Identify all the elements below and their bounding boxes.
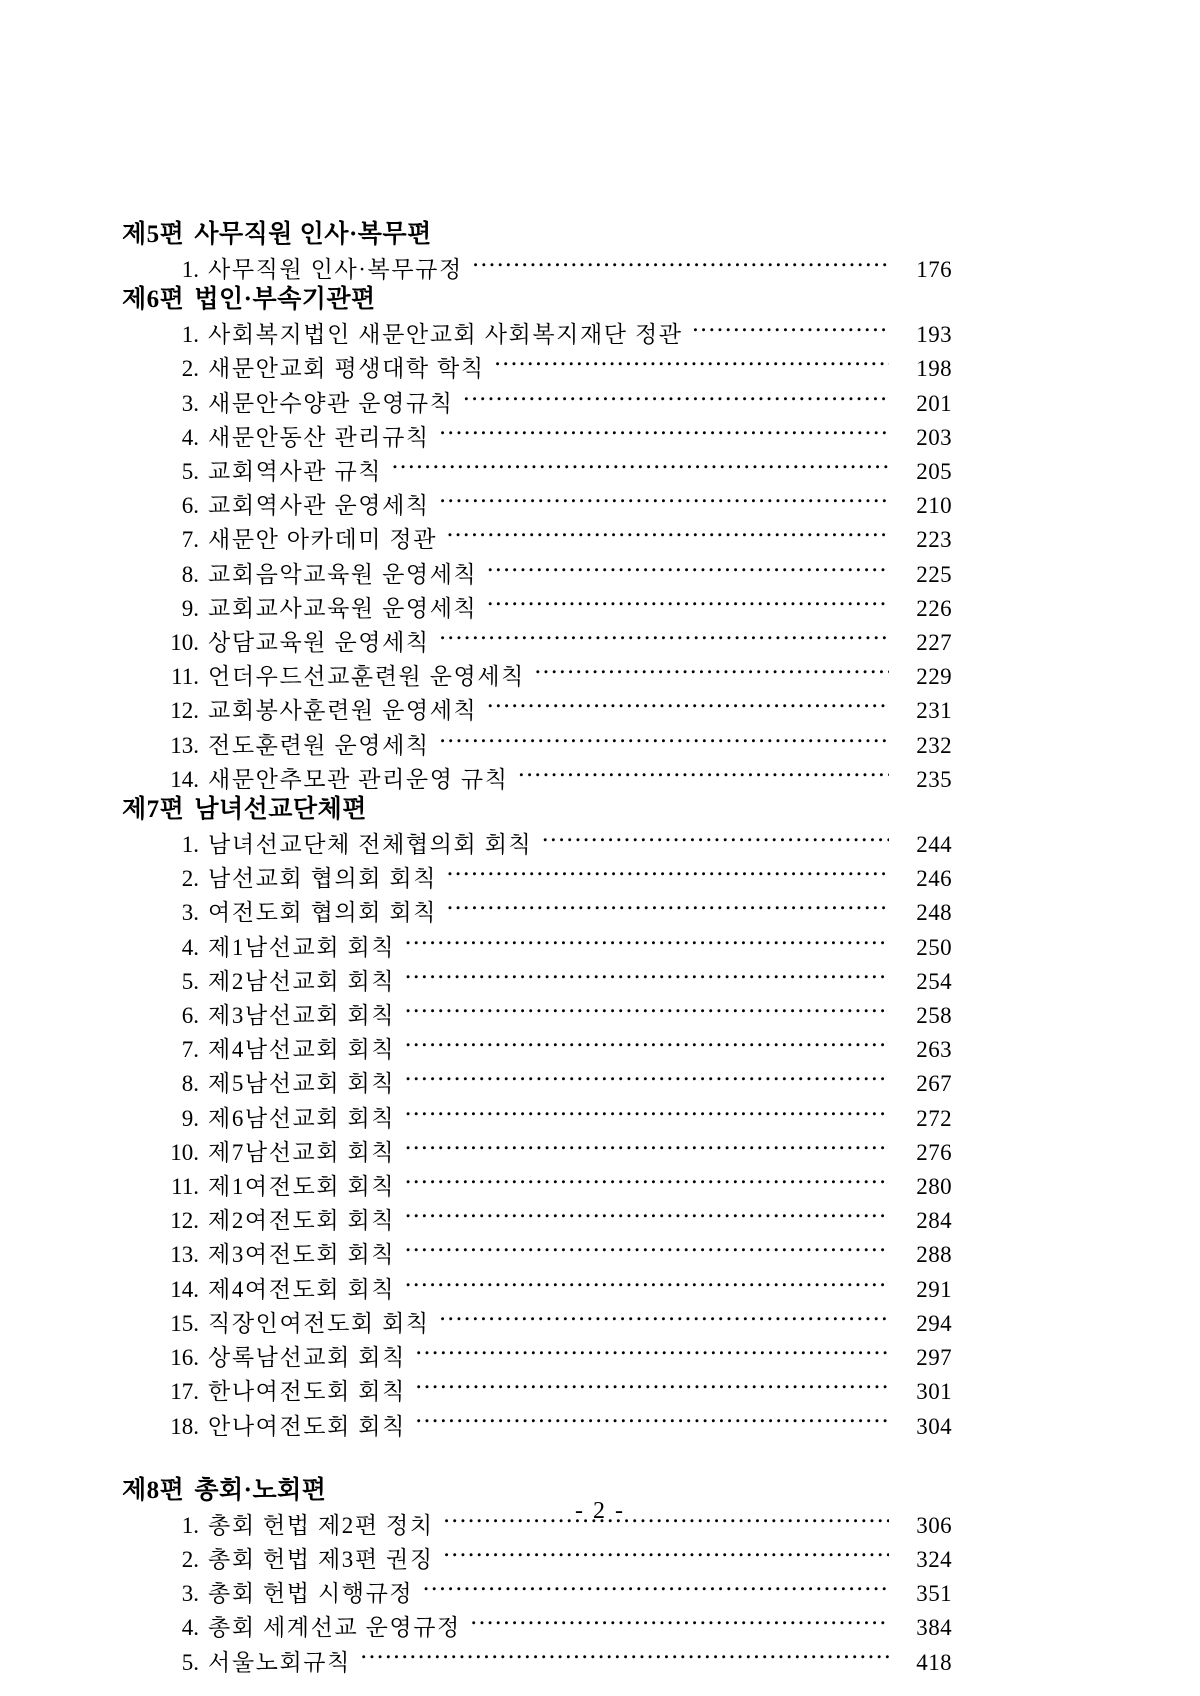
toc-entry[interactable] xyxy=(122,965,952,999)
toc-leader-dots xyxy=(439,1308,889,1331)
toc-entry-page-number: 248 xyxy=(916,900,952,926)
toc-entry-title: 교회교사교육원 운영세칙 xyxy=(208,595,478,621)
part-number: 제5편 xyxy=(122,221,185,248)
toc-entry-number: 10. xyxy=(170,630,199,656)
toc-entry-page-number: 246 xyxy=(916,866,952,892)
toc-part xyxy=(122,222,952,287)
toc-entry[interactable] xyxy=(122,729,952,763)
toc-entry-title: 교회음악교육원 운영세칙 xyxy=(208,561,478,587)
toc-entry-number: 2. xyxy=(181,1546,199,1572)
toc-entry-number: 9. xyxy=(181,595,199,621)
toc-entry-page-number: 294 xyxy=(916,1310,952,1336)
toc-entry-page-number: 297 xyxy=(916,1345,952,1371)
toc-entry[interactable] xyxy=(122,1646,952,1680)
toc-leader-dots xyxy=(692,319,889,342)
toc-entry-page-number: 176 xyxy=(916,257,952,282)
toc-entry-title: 제2남선교회 회칙 xyxy=(208,968,396,994)
toc-entry-title: 남녀선교단체 전체협의회 회칙 xyxy=(208,832,533,858)
toc-entry[interactable] xyxy=(122,999,952,1033)
toc-entry-number: 9. xyxy=(181,1105,199,1131)
toc-entry-page-number: 205 xyxy=(916,459,952,485)
toc-entry[interactable] xyxy=(122,318,952,352)
toc-entry-title: 사무직원 인사·복무규정 xyxy=(208,257,463,282)
toc-entry[interactable] xyxy=(122,523,952,557)
toc-entry-number: 10. xyxy=(170,1139,199,1165)
toc-entry-page-number: 267 xyxy=(916,1071,952,1097)
toc-entry[interactable] xyxy=(122,1170,952,1204)
toc-entry-title: 남선교회 협의회 회칙 xyxy=(208,866,438,892)
toc-entry-page-number: 301 xyxy=(916,1379,952,1405)
toc-leader-dots xyxy=(404,1137,889,1160)
toc-entry-number: 15. xyxy=(170,1310,199,1336)
toc-leader-dots xyxy=(446,863,889,886)
toc-entry-number: 7. xyxy=(181,527,199,553)
toc-part xyxy=(122,797,952,1444)
toc-entry-page-number: 244 xyxy=(916,832,952,858)
toc-entry-number: 1. xyxy=(181,322,199,348)
toc-entry-title: 상담교육원 운영세칙 xyxy=(208,630,430,656)
toc-entry-page-number: 304 xyxy=(916,1413,952,1439)
toc-entry-page-number: 384 xyxy=(916,1615,952,1641)
toc-entry-page-number: 306 xyxy=(916,1512,952,1538)
toc-entry-page-number: 351 xyxy=(916,1581,952,1607)
toc-entry-title: 총회 세계선교 운영규정 xyxy=(208,1615,461,1641)
toc-entry[interactable] xyxy=(122,694,952,728)
toc-entry-title: 제4남선교회 회칙 xyxy=(208,1037,396,1063)
toc-entry-number: 12. xyxy=(170,698,199,724)
toc-leader-dots xyxy=(518,764,889,787)
toc-entry-title: 한나여전도회 회칙 xyxy=(208,1379,406,1405)
toc-entry-page-number: 263 xyxy=(916,1037,952,1063)
toc-leader-dots xyxy=(534,661,889,684)
toc-entry-number: 13. xyxy=(170,1242,199,1268)
toc-leader-dots xyxy=(404,1239,889,1262)
toc-leader-dots xyxy=(415,1342,889,1365)
toc-entry-title: 안나여전도회 회칙 xyxy=(208,1413,406,1439)
toc-entry[interactable] xyxy=(122,1307,952,1341)
toc-entry-title: 상록남선교회 회칙 xyxy=(208,1345,406,1371)
toc-entry-title: 제7남선교회 회칙 xyxy=(208,1139,396,1165)
toc-entry-title: 새문안교회 평생대학 학칙 xyxy=(208,356,485,382)
toc-entry-title: 언더우드선교훈련원 운영세칙 xyxy=(208,664,525,690)
toc-entry-title: 교회역사관 규칙 xyxy=(208,459,383,485)
toc-entry-title: 사회복지법인 새문안교회 사회복지재단 정관 xyxy=(208,322,683,348)
toc-entry-title: 제5남선교회 회칙 xyxy=(208,1071,396,1097)
toc-leader-dots xyxy=(439,490,889,513)
toc-entry-title: 교회역사관 운영세칙 xyxy=(208,493,430,519)
toc-leader-dots xyxy=(443,1544,889,1567)
toc-leader-dots xyxy=(404,1068,889,1091)
toc-entry-page-number: 235 xyxy=(916,766,952,792)
toc-entry[interactable] xyxy=(122,1577,952,1611)
toc-entry-number: 4. xyxy=(181,424,199,450)
toc-entry-number: 3. xyxy=(181,900,199,926)
toc-entry-number: 2. xyxy=(181,356,199,382)
toc-entry-title: 제2여전도회 회칙 xyxy=(208,1208,396,1234)
toc-entry-list xyxy=(122,253,952,287)
toc-entry-list xyxy=(122,318,952,797)
toc-entry-page-number: 291 xyxy=(916,1276,952,1302)
part-title: 법인·부속기관편 xyxy=(194,286,376,314)
toc-entry-page-number: 276 xyxy=(916,1139,952,1165)
toc-leader-dots xyxy=(494,353,889,376)
toc-entry-number: 4. xyxy=(181,934,199,960)
toc-entry-title: 제3여전도회 회칙 xyxy=(208,1242,396,1268)
toc-entry-page-number: 250 xyxy=(916,934,952,960)
toc-entry-number: 1. xyxy=(181,832,199,858)
toc-entry-title: 여전도회 협의회 회칙 xyxy=(208,900,438,926)
toc-leader-dots xyxy=(439,730,889,753)
part-title: 사무직원 인사·복무편 xyxy=(194,221,432,248)
toc-entry-page-number: 288 xyxy=(916,1242,952,1268)
toc-entry-title: 서울노회규칙 xyxy=(208,1649,351,1675)
toc-leader-dots xyxy=(404,1171,889,1194)
toc-entry-page-number: 232 xyxy=(916,732,952,758)
toc-entry-page-number: 258 xyxy=(916,1003,952,1029)
toc-entry-number: 17. xyxy=(170,1379,199,1405)
toc-leader-dots xyxy=(486,593,889,616)
toc-leader-dots xyxy=(404,1034,889,1057)
toc-entry-title: 총회 헌법 제2편 정치 xyxy=(208,1512,434,1538)
toc-leader-dots xyxy=(404,1205,889,1228)
toc-entry-page-number: 203 xyxy=(916,424,952,450)
toc-leader-dots xyxy=(470,1612,889,1635)
toc-entry[interactable] xyxy=(122,1238,952,1272)
toc-entry[interactable] xyxy=(122,660,952,694)
toc-entry-number: 5. xyxy=(181,968,199,994)
toc-entry-title: 제6남선교회 회칙 xyxy=(208,1105,396,1131)
toc-entry[interactable] xyxy=(122,1410,952,1444)
toc-leader-dots xyxy=(486,695,889,718)
toc-leader-dots xyxy=(415,1411,889,1434)
part-heading xyxy=(122,222,952,247)
toc-entry-title: 총회 헌법 제3편 권징 xyxy=(208,1546,434,1572)
toc-entry[interactable] xyxy=(122,1375,952,1409)
page-footer: - 2 - xyxy=(575,1498,625,1524)
toc-entry[interactable] xyxy=(122,828,952,862)
toc-entry-page-number: 324 xyxy=(916,1546,952,1572)
toc-entry-title: 새문안 아카데미 정관 xyxy=(208,527,438,553)
toc-entry[interactable] xyxy=(122,862,952,896)
toc-leader-dots xyxy=(541,829,889,852)
toc-entry-number: 5. xyxy=(181,1649,199,1675)
toc-leader-dots xyxy=(486,559,889,582)
part-heading xyxy=(122,797,952,822)
toc-entry-number: 1. xyxy=(181,1512,199,1538)
toc-entry-number: 4. xyxy=(181,1615,199,1641)
toc-entry-number: 3. xyxy=(181,390,199,416)
part-number: 제8편 xyxy=(122,1476,185,1504)
toc-leader-dots xyxy=(360,1647,889,1670)
toc-entry[interactable] xyxy=(122,1543,952,1577)
toc-leader-dots xyxy=(404,966,889,989)
toc-entry-number: 2. xyxy=(181,866,199,892)
toc-entry[interactable] xyxy=(122,931,952,965)
toc-entry[interactable] xyxy=(122,1067,952,1101)
toc-entry[interactable] xyxy=(122,1611,952,1645)
toc-entry[interactable] xyxy=(122,253,952,287)
toc-leader-dots xyxy=(446,897,889,920)
toc-entry[interactable] xyxy=(122,1102,952,1136)
toc-leader-dots xyxy=(404,1103,889,1126)
toc-entry[interactable] xyxy=(122,558,952,592)
toc-entry-page-number: 284 xyxy=(916,1208,952,1234)
toc-entry-page-number: 231 xyxy=(916,698,952,724)
toc-entry[interactable] xyxy=(122,763,952,797)
toc-entry-page-number: 201 xyxy=(916,390,952,416)
toc-entry[interactable] xyxy=(122,1033,952,1067)
toc-entry-number: 7. xyxy=(181,1037,199,1063)
toc-entry-number: 16. xyxy=(170,1345,199,1371)
toc-entry-number: 11. xyxy=(171,664,199,690)
part-number: 제6편 xyxy=(122,286,185,314)
part-title: 총회·노회편 xyxy=(194,1476,327,1504)
toc-entry-list xyxy=(122,1509,952,1680)
toc-leader-dots xyxy=(422,1578,889,1601)
toc-entry-title: 교회봉사훈련원 운영세칙 xyxy=(208,698,478,724)
toc-entry-page-number: 223 xyxy=(916,527,952,553)
toc-entry[interactable] xyxy=(122,1273,952,1307)
toc-entry-number: 6. xyxy=(181,493,199,519)
toc-leader-dots xyxy=(446,524,889,547)
toc-entry-title: 전도훈련원 운영세칙 xyxy=(208,732,430,758)
toc-entry[interactable] xyxy=(122,1204,952,1238)
toc-entry-title: 직장인여전도회 회칙 xyxy=(208,1310,430,1336)
toc-entry-number: 14. xyxy=(170,1276,199,1302)
toc-entry-number: 1. xyxy=(181,257,199,282)
toc-entry[interactable] xyxy=(122,896,952,930)
toc-entry-page-number: 280 xyxy=(916,1174,952,1200)
toc-entry-title: 총회 헌법 시행규정 xyxy=(208,1581,414,1607)
toc-entry-title: 새문안수양관 운영규칙 xyxy=(208,390,454,416)
toc-entry[interactable] xyxy=(122,352,952,386)
toc-entry-number: 14. xyxy=(170,766,199,792)
toc-leader-dots xyxy=(439,627,889,650)
toc-entry[interactable] xyxy=(122,455,952,489)
toc-entry[interactable] xyxy=(122,421,952,455)
toc-leader-dots xyxy=(463,388,889,411)
toc-entry-number: 11. xyxy=(171,1174,199,1200)
toc-leader-dots xyxy=(472,254,889,277)
toc-entry-list xyxy=(122,828,952,1444)
toc-leader-dots xyxy=(391,456,889,479)
toc-entry-title: 제1남선교회 회칙 xyxy=(208,934,396,960)
toc-entry-page-number: 227 xyxy=(916,630,952,656)
toc-entry-title: 새문안동산 관리규칙 xyxy=(208,424,430,450)
toc-entry-title: 제3남선교회 회칙 xyxy=(208,1003,396,1029)
toc-entry-number: 12. xyxy=(170,1208,199,1234)
toc-entry[interactable] xyxy=(122,387,952,421)
toc-entry-page-number: 418 xyxy=(916,1649,952,1675)
toc-leader-dots xyxy=(404,1274,889,1297)
toc-leader-dots xyxy=(404,932,889,955)
toc-entry-page-number: 226 xyxy=(916,595,952,621)
toc-entry-number: 18. xyxy=(170,1413,199,1439)
toc-entry[interactable] xyxy=(122,626,952,660)
toc-entry-number: 8. xyxy=(181,1071,199,1097)
toc-entry-page-number: 193 xyxy=(916,322,952,348)
toc-entry-page-number: 272 xyxy=(916,1105,952,1131)
toc-entry-number: 8. xyxy=(181,561,199,587)
part-number: 제7편 xyxy=(122,796,185,824)
toc-entry-page-number: 210 xyxy=(916,493,952,519)
toc-part xyxy=(122,287,952,797)
toc-entry-page-number: 254 xyxy=(916,968,952,994)
toc-leader-dots xyxy=(415,1376,889,1399)
toc-entry-number: 6. xyxy=(181,1003,199,1029)
part-title: 남녀선교단체편 xyxy=(194,796,367,824)
part-heading xyxy=(122,287,952,312)
toc-entry-number: 5. xyxy=(181,459,199,485)
toc-entry[interactable] xyxy=(122,1341,952,1375)
toc-content xyxy=(122,222,952,1680)
toc-leader-dots xyxy=(404,1000,889,1023)
toc-entry[interactable] xyxy=(122,489,952,523)
toc-entry-page-number: 225 xyxy=(916,561,952,587)
toc-entry[interactable] xyxy=(122,592,952,626)
toc-entry-title: 제1여전도회 회칙 xyxy=(208,1174,396,1200)
toc-entry-page-number: 229 xyxy=(916,664,952,690)
toc-entry-title: 제4여전도회 회칙 xyxy=(208,1276,396,1302)
toc-entry-title: 새문안추모관 관리운영 규칙 xyxy=(208,766,509,792)
toc-entry[interactable] xyxy=(122,1136,952,1170)
toc-entry-number: 13. xyxy=(170,732,199,758)
toc-entry-page-number: 198 xyxy=(916,356,952,382)
toc-entry-number: 3. xyxy=(181,1581,199,1607)
toc-leader-dots xyxy=(439,422,889,445)
